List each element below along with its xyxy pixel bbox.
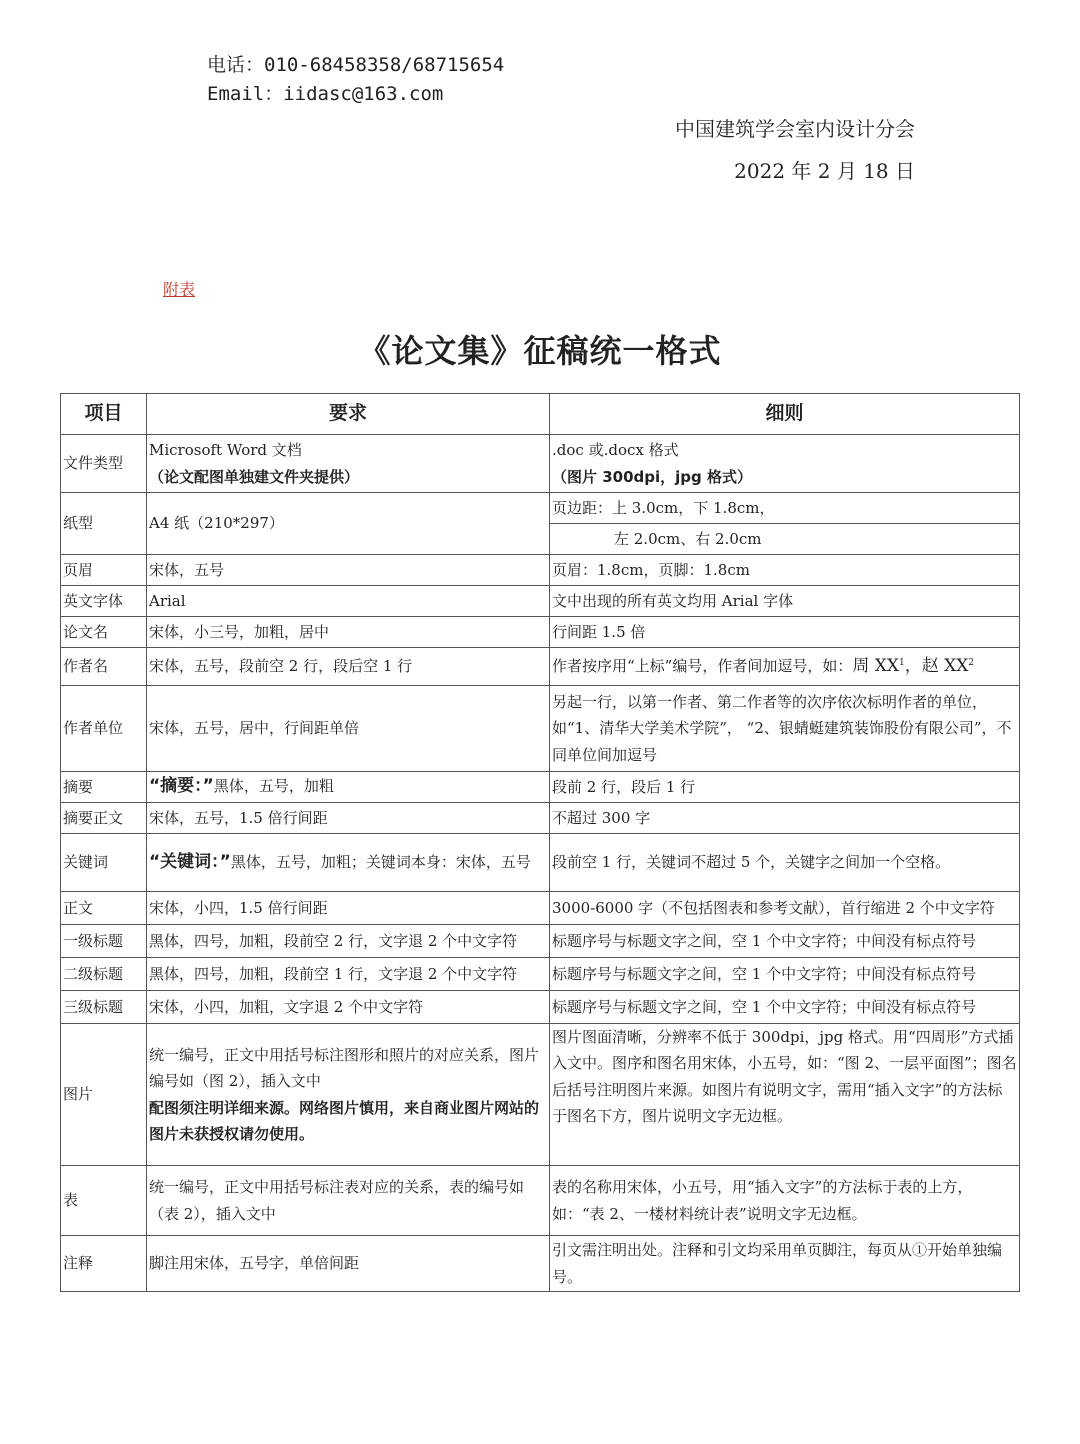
row-detail: 标题序号与标题文字之间，空 1 个中文字符；中间没有标点符号 [550, 991, 1020, 1024]
row-requirement: 统一编号，正文中用括号标注表对应的关系，表的编号如（表 2），插入文中 [147, 1166, 550, 1236]
column-header-requirement: 要求 [147, 394, 550, 435]
row-item: 关键词 [61, 834, 147, 892]
row-item: 页眉 [61, 555, 147, 586]
row-requirement: 宋体，小四，加粗，文字退 2 个中文字符 [147, 991, 550, 1024]
table-row [61, 803, 1020, 834]
row-item: 图片 [61, 1024, 147, 1166]
row-detail: 表的名称用宋体，小五号，用“插入文字”的方法标于表的上方，如：“表 2、一楼材料统计表”说明文字无边框。 [550, 1166, 1020, 1236]
row-requirement: A4 纸（210*297） [147, 493, 550, 555]
table-row [61, 892, 1020, 925]
table-row [61, 1166, 1020, 1236]
requirement-line: Microsoft Word 文档 [149, 441, 302, 460]
row-detail: 段前空 1 行，关键词不超过 5 个，关键字之间加一个空格。 [550, 834, 1020, 892]
requirement-line: 统一编号，正文中用括号标注图形和照片的对应关系，图片编号如（图 2），插入文中 [149, 1046, 540, 1091]
row-detail: 标题序号与标题文字之间，空 1 个中文字符；中间没有标点符号 [550, 958, 1020, 991]
table-row [61, 958, 1020, 991]
row-item: 正文 [61, 892, 147, 925]
abstract-label: “摘要：” [149, 776, 214, 797]
table-row [61, 586, 1020, 617]
row-requirement: 宋体，五号，1.5 倍行间距 [147, 803, 550, 834]
detail-line-bold: （图片 300dpi，jpg 格式） [552, 467, 752, 486]
row-detail: 段前 2 行，段后 1 行 [550, 772, 1020, 803]
row-detail: 3000-6000 字（不包括图表和参考文献），首行缩进 2 个中文字符 [550, 892, 1020, 925]
row-item: 作者单位 [61, 686, 147, 772]
requirement-line-bold: 配图须注明详细来源。网络图片慎用，来自商业图片网站的图片未获授权请勿使用。 [149, 1098, 540, 1143]
superscript-2: 2 [968, 657, 975, 668]
row-requirement [147, 772, 550, 803]
column-header-detail: 细则 [550, 394, 1020, 435]
row-requirement [147, 1024, 550, 1166]
row-requirement: 宋体，五号，居中，行间距单倍 [147, 686, 550, 772]
row-detail: 图片图面清晰，分辨率不低于 300dpi，jpg 格式。用“四周形”方式插入文中。图序和图名用宋体，小五号，如：“图 2、一层平面图”；图名后括号注明图片来源。如图片有说明文字，需用“插入文字”的方法标于图名下方，图片说明文字无边框。 [550, 1024, 1020, 1166]
requirement-text: 黑体，五号，加粗 [213, 777, 334, 796]
row-requirement: 宋体，五号，段前空 2 行，段后空 1 行 [147, 648, 550, 686]
row-detail [550, 648, 1020, 686]
row-item: 三级标题 [61, 991, 147, 1024]
row-requirement: Arial [147, 586, 550, 617]
attachment-link[interactable]: 附表 [163, 280, 196, 299]
author-example-2: 赵 XX [921, 655, 969, 676]
row-requirement [147, 834, 550, 892]
row-item: 二级标题 [61, 958, 147, 991]
table-row [61, 686, 1020, 772]
format-spec-table [60, 393, 1020, 1292]
row-item: 论文名 [61, 617, 147, 648]
author-example-1: 周 XX [852, 655, 899, 676]
row-requirement [147, 435, 550, 493]
contact-phone: 电话：010-68458358/68715654 [207, 54, 505, 76]
row-requirement: 宋体，小三号，加粗，居中 [147, 617, 550, 648]
row-item: 注释 [61, 1236, 147, 1292]
table-row [61, 555, 1020, 586]
row-item: 一级标题 [61, 925, 147, 958]
table-row [61, 925, 1020, 958]
row-requirement: 宋体，小四，1.5 倍行间距 [147, 892, 550, 925]
page-title: 《论文集》征稿统一格式 [358, 332, 722, 370]
keywords-label: “关键词：” [149, 851, 231, 872]
issue-date: 2022 年 2 月 18 日 [734, 159, 915, 183]
column-header-item: 项目 [61, 394, 147, 435]
row-requirement: 宋体，五号 [147, 555, 550, 586]
table-row [61, 1024, 1020, 1166]
row-requirement: 黑体，四号，加粗，段前空 1 行，文字退 2 个中文字符 [147, 958, 550, 991]
table-row [61, 772, 1020, 803]
row-item: 摘要正文 [61, 803, 147, 834]
row-requirement: 黑体，四号，加粗，段前空 2 行，文字退 2 个中文字符 [147, 925, 550, 958]
row-detail: 行间距 1.5 倍 [550, 617, 1020, 648]
requirement-line-bold: （论文配图单独建文件夹提供） [149, 467, 360, 486]
row-item: 表 [61, 1166, 147, 1236]
table-row [61, 435, 1020, 493]
row-detail: 文中出现的所有英文均用 Arial 字体 [550, 586, 1020, 617]
row-item: 摘要 [61, 772, 147, 803]
table-row [61, 617, 1020, 648]
table-row [61, 493, 1020, 524]
row-detail: 左 2.0cm、右 2.0cm [550, 524, 1020, 555]
requirement-text: 黑体，五号，加粗；关键词本身：宋体，五号 [230, 852, 531, 871]
row-detail: 标题序号与标题文字之间，空 1 个中文字符；中间没有标点符号 [550, 925, 1020, 958]
superscript-1: 1 [898, 657, 905, 668]
organization-name: 中国建筑学会室内设计分会 [675, 117, 915, 141]
row-requirement: 脚注用宋体，五号字，单倍间距 [147, 1236, 550, 1292]
table-row [61, 834, 1020, 892]
table-row [61, 1236, 1020, 1292]
row-item: 英文字体 [61, 586, 147, 617]
row-detail: 引文需注明出处。注释和引文均采用单页脚注，每页从①开始单独编号。 [550, 1236, 1020, 1292]
row-detail [550, 435, 1020, 493]
row-detail: 页眉：1.8cm，页脚：1.8cm [550, 555, 1020, 586]
detail-text: 作者按序用“上标”编号，作者间加逗号，如： [552, 656, 853, 675]
row-item: 纸型 [61, 493, 147, 555]
row-detail: 页边距：上 3.0cm，下 1.8cm， [550, 493, 1020, 524]
row-item: 作者名 [61, 648, 147, 686]
row-item: 文件类型 [61, 435, 147, 493]
contact-email[interactable]: Email：iidasc@163.com [207, 83, 444, 105]
table-header-row [61, 394, 1020, 435]
row-detail: 不超过 300 字 [550, 803, 1020, 834]
table-row [61, 648, 1020, 686]
separator: ， [904, 655, 922, 676]
row-detail: 另起一行，以第一作者、第二作者等的次序依次标明作者的单位，如“1、清华大学美术学院”， “2、银蜻蜓建筑装饰股份有限公司”，不同单位间加逗号 [550, 686, 1020, 772]
table-row [61, 991, 1020, 1024]
detail-line: .doc 或.docx 格式 [552, 441, 679, 460]
